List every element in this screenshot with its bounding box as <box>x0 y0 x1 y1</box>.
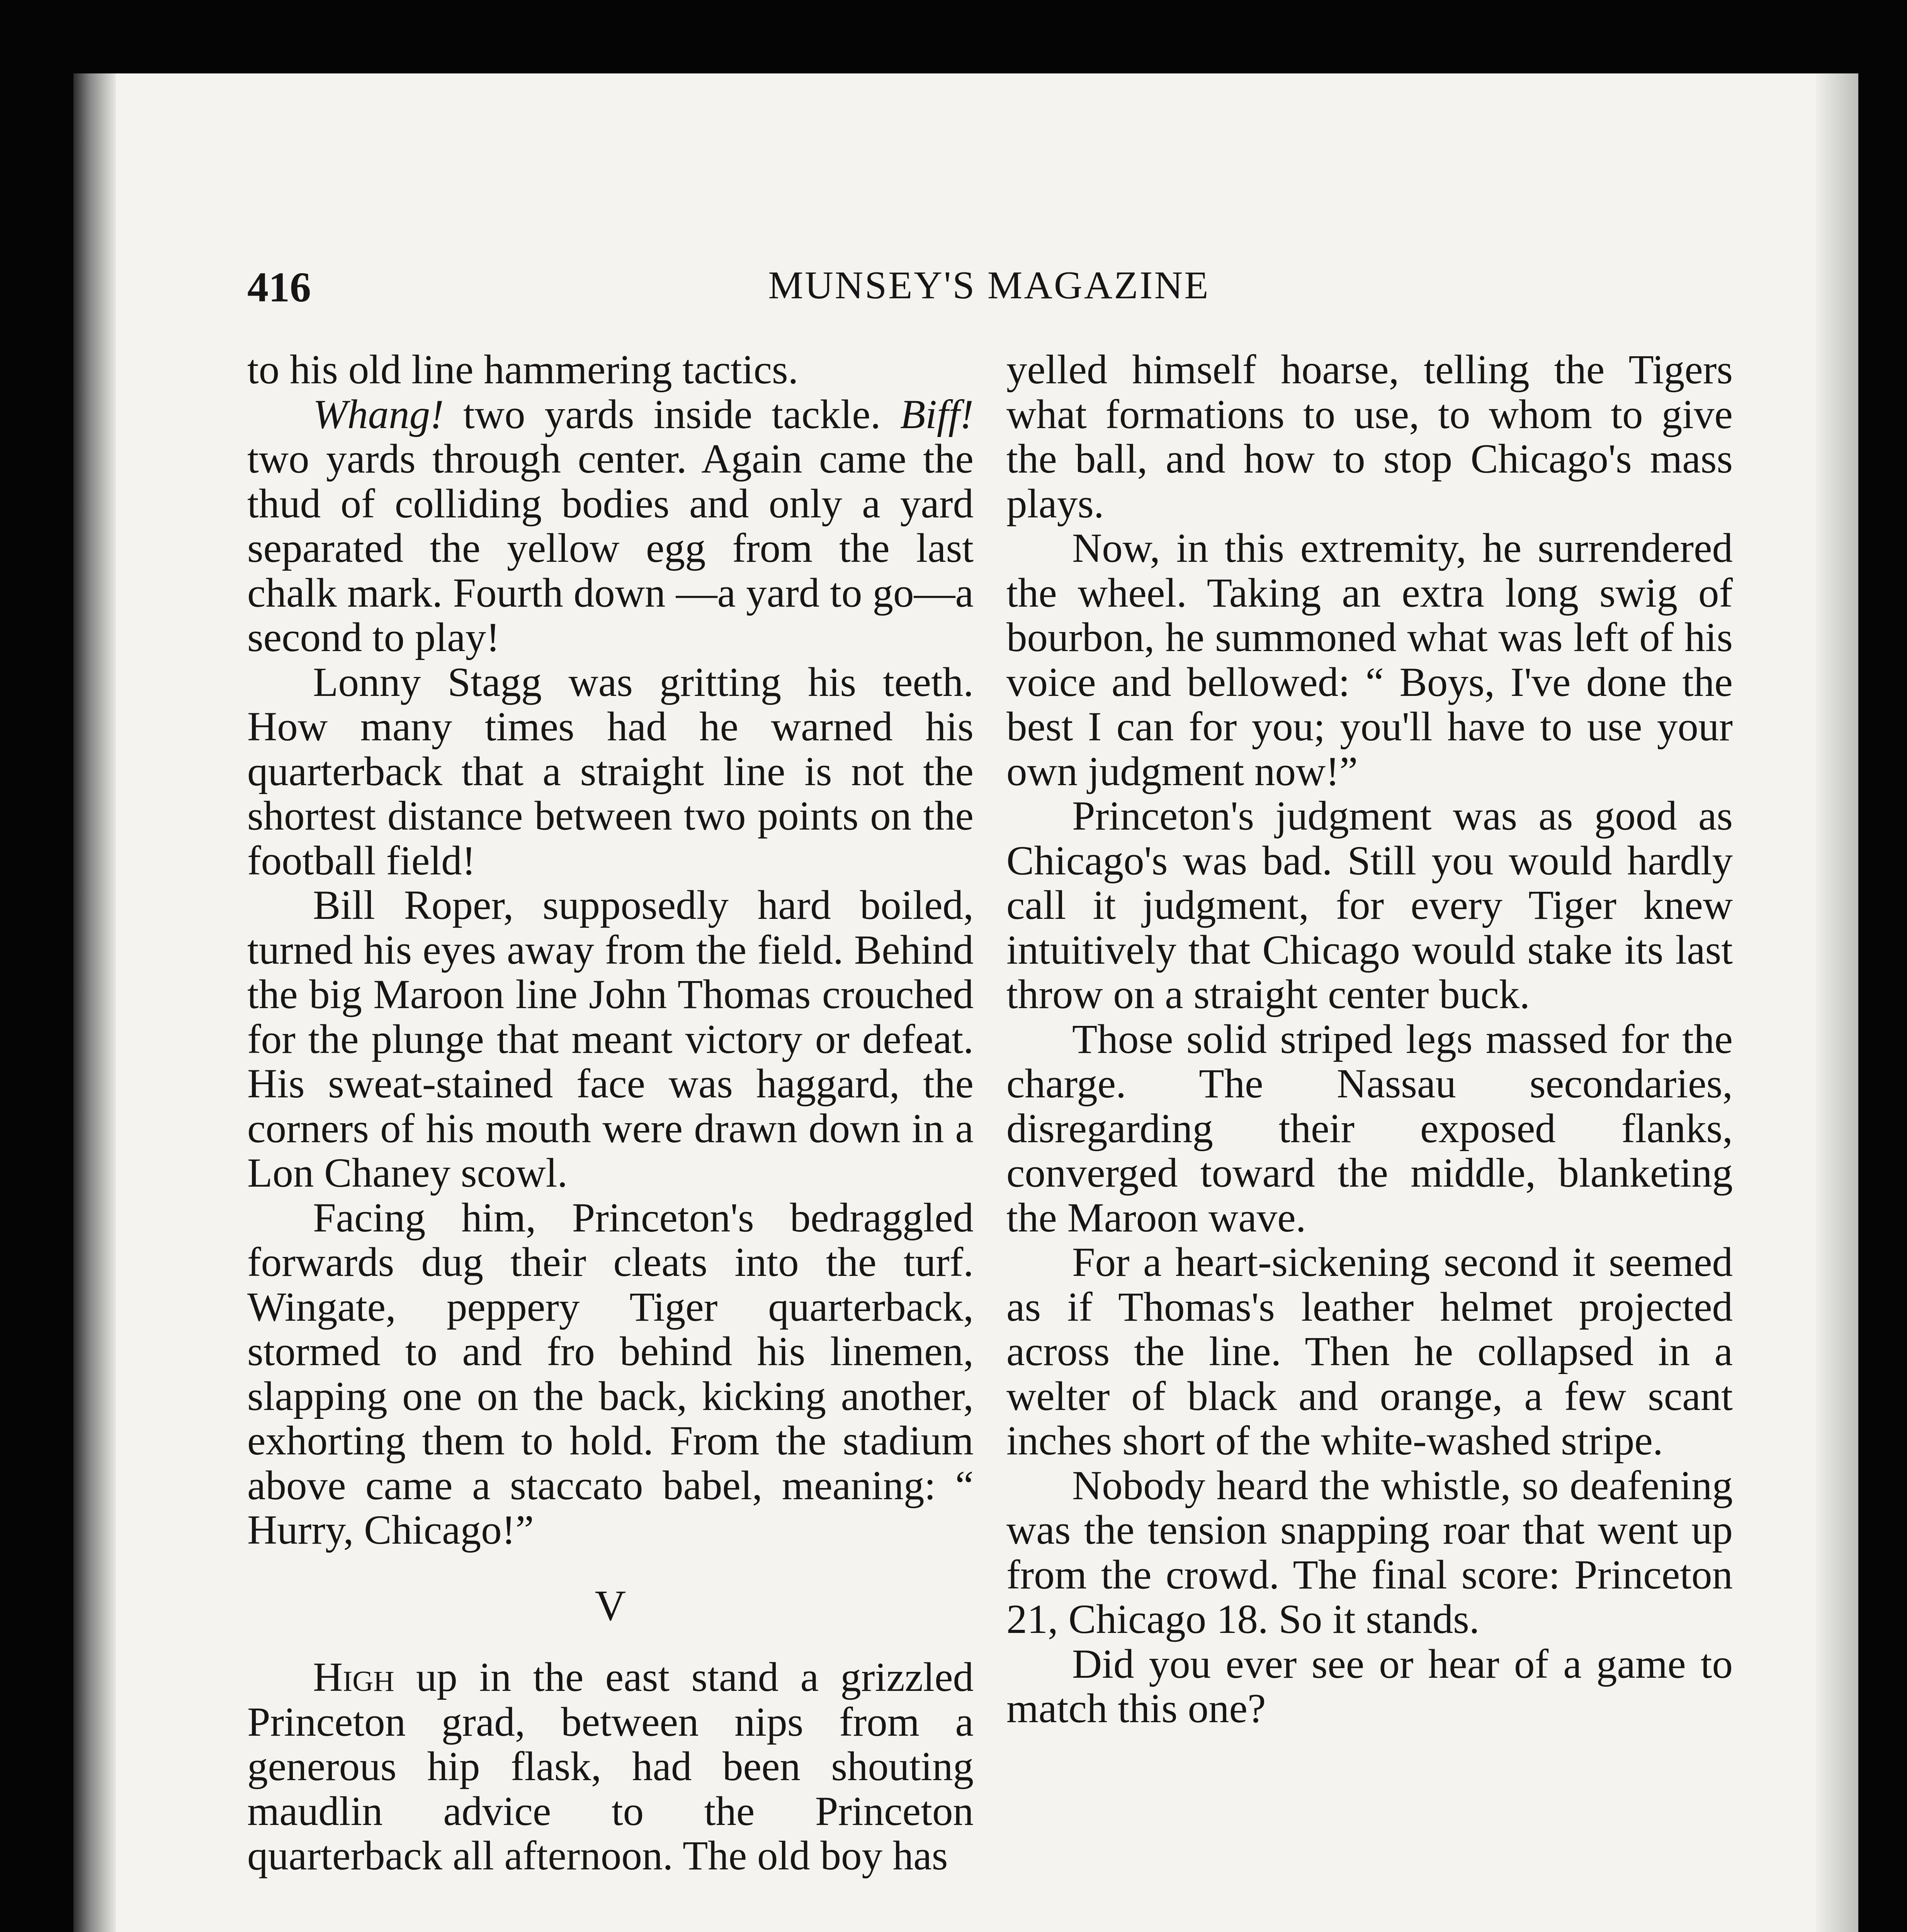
paragraph: Whang! two yards inside tackle. Biff! two yards through center. Again came the thud of colliding bodies and only a yard separated the yellow egg from the last chalk mark. Fourth down —a yard to go—a second to play! <box>247 391 974 660</box>
paragraph: Did you ever see or hear of a game to match this one? <box>1006 1641 1733 1731</box>
paragraph: Lonny Stagg was gritting his teeth. How many times had he warned his quarterback that a straight line is not the shortest distance between two points on the football field! <box>247 659 974 884</box>
page-spine-shadow <box>73 73 116 1932</box>
drop-lead: High <box>313 1655 394 1700</box>
left-column <box>247 348 974 1879</box>
paragraph: Bill Roper, supposedly hard boiled, turned his eyes away from the field. Behind the big Maroon line John Thomas crouched for the plunge that meant victory or defeat. His sweat-stained face was haggard, the corners of his mouth were drawn down in a Lon Chaney scowl. <box>247 883 974 1196</box>
paragraph: Nobody heard the whistle, so deafening was the tension snapping roar that went up from the crowd. The final score: Princeton 21, Chicago 18. So it stands. <box>1006 1463 1733 1642</box>
right-column <box>1006 348 1733 1731</box>
paragraph: For a heart-sickening second it seemed as if Thomas's leather helmet projected across the line. Then he collapsed in a welter of black and orange, a few scant inches short of the white-washed stripe. <box>1006 1240 1733 1464</box>
paragraph: Facing him, Princeton's bedraggled forwards dug their cleats into the turf. Wingate, peppery Tiger quarterback, stormed to and fro behind his linemen, slapping one on the back, kicking another, exhorting them to hold. From the stadium above came a staccato babel, meaning: “ Hurry, Chicago!” <box>247 1195 974 1553</box>
paragraph: Those solid striped legs massed for the charge. The Nassau secondaries, disregarding their exposed flanks, converged toward the middle, blanketing the Maroon wave. <box>1006 1016 1733 1241</box>
section-heading: V <box>595 1582 626 1630</box>
page-number: 416 <box>247 264 311 311</box>
paragraph: Princeton's judgment was as good as Chicago's was bad. Still you would hardly call it judgment, for every Tiger knew intuitively that Chicago would stake its last throw on a straight center buck. <box>1006 793 1733 1017</box>
page-edge-shadow <box>1816 73 1858 1932</box>
page-header <box>247 263 1731 317</box>
emphasis: Biff! <box>900 391 974 437</box>
paragraph: to his old line hammering tactics. <box>247 347 799 393</box>
paragraph: Now, in this extremity, he surrendered the wheel. Taking an extra long swig of bourbon, he summoned what was left of his voice and bellowed: “ Boys, I've done the best I can for you; you'll have to use your own judgment now!” <box>1006 526 1733 794</box>
emphasis: Whang! <box>313 391 444 437</box>
paragraph: High up in the east stand a grizzled Princeton grad, between nips from a generous hip flask, had been shouting maudlin advice to the Princeton quarterback all afternoon. The old boy has <box>247 1655 974 1879</box>
running-title: MUNSEY'S MAGAZINE <box>768 264 1210 307</box>
paragraph: yelled himself hoarse, telling the Tigers what formations to use, to whom to give the ball, and how to stop Chicago's mass plays. <box>1006 347 1733 527</box>
